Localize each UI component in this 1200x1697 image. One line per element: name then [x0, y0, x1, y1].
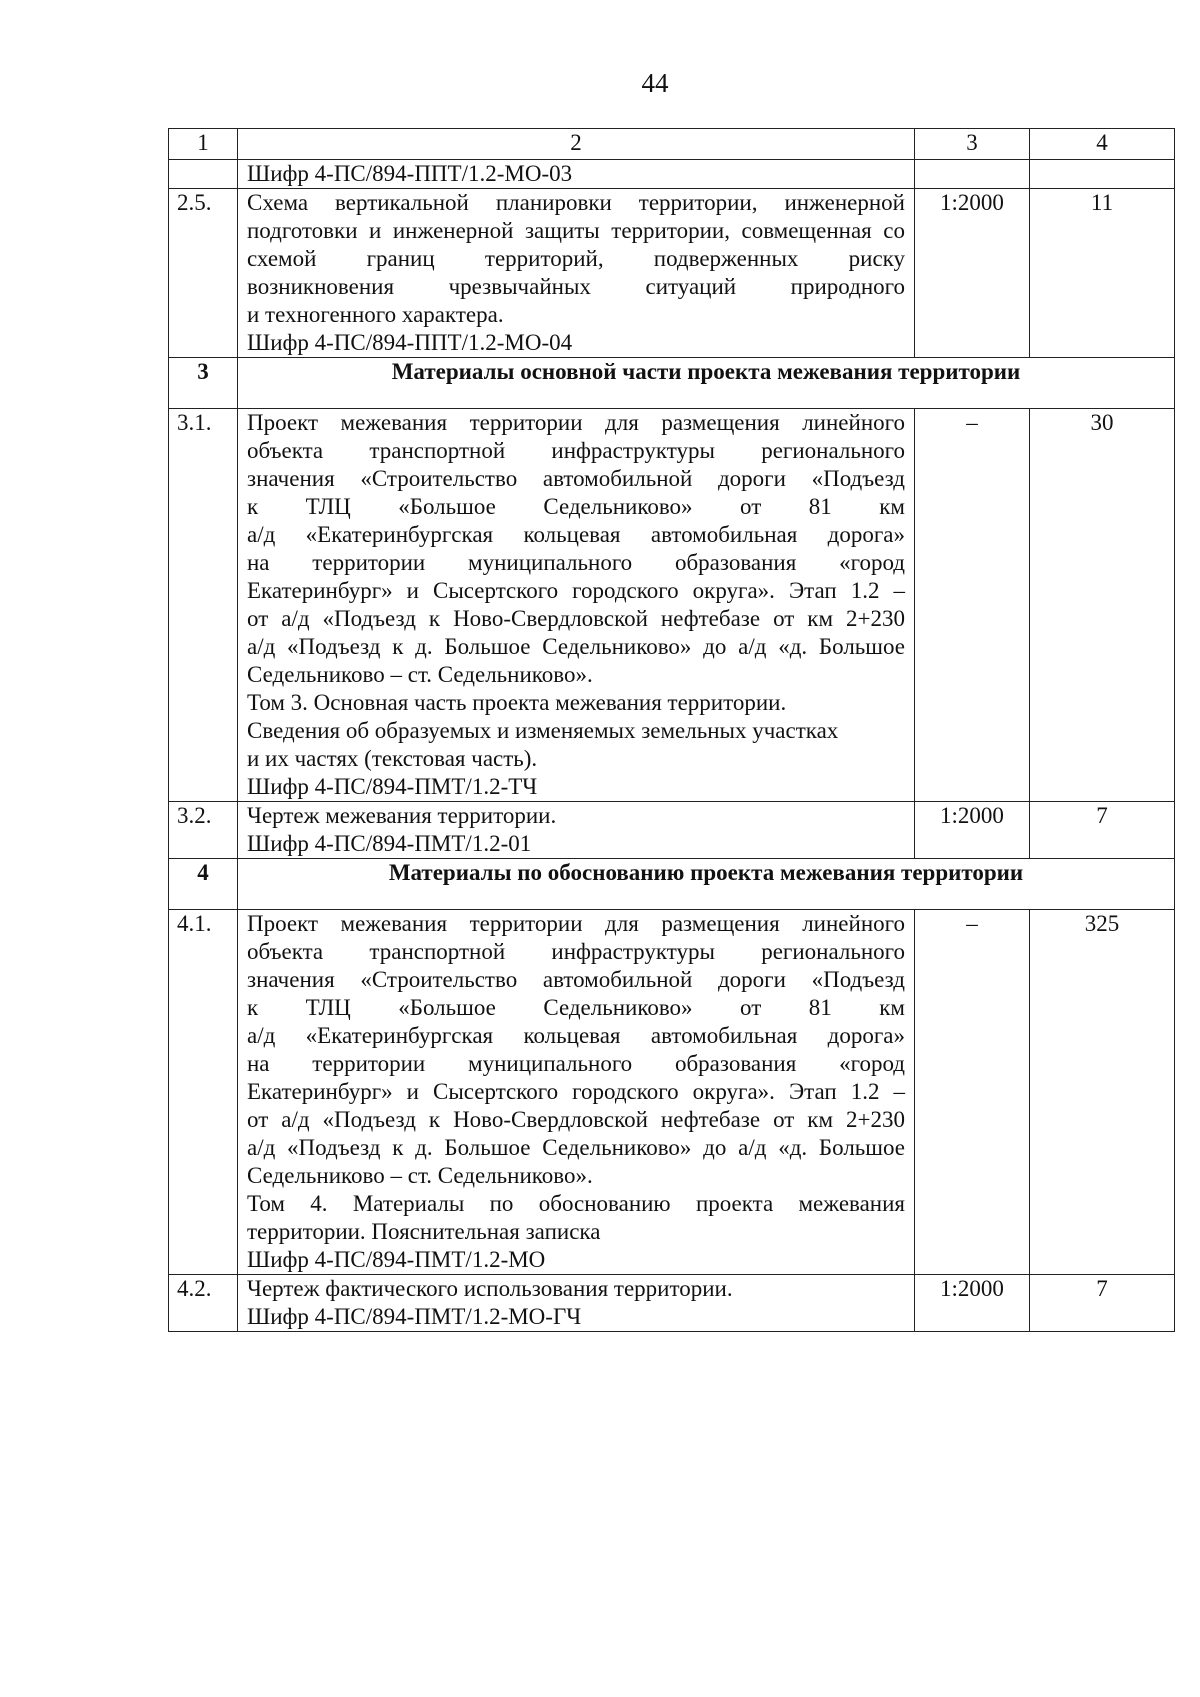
- scale-cell: –: [915, 910, 1030, 1275]
- description-line: на территории муниципального образования «город: [247, 1051, 905, 1076]
- scale-cell: –: [915, 409, 1030, 802]
- description-line: а/д «Екатеринбургская кольцевая автомобильная дорога»: [247, 1023, 905, 1048]
- row-number-cell: [169, 160, 238, 189]
- description-line: объекта транспортной инфраструктуры регионального: [247, 939, 905, 964]
- description-line: подготовки и инженерной защиты территории, совмещенная со: [247, 218, 905, 243]
- header-cell-4: 4: [1030, 129, 1175, 160]
- description-line: значения «Строительство автомобильной дороги «Подъезд: [247, 967, 905, 992]
- description-cell: [238, 910, 915, 1275]
- document-code: Шифр 4-ПС/894-ПМТ/1.2-ТЧ: [247, 774, 538, 799]
- description-line: и техногенного характера.: [247, 302, 504, 327]
- row-number-cell: 2.5.: [169, 189, 238, 358]
- row-number-cell: 3.1.: [169, 409, 238, 802]
- description-cell: [238, 409, 915, 802]
- description-line: Проект межевания территории для размещения линейного: [247, 410, 905, 435]
- document-table: [168, 128, 1175, 1332]
- section-title: Материалы основной части проекта межевания территории: [238, 358, 1175, 409]
- row-number-cell: 4.1.: [169, 910, 238, 1275]
- description-line: возникновения чрезвычайных ситуаций природного: [247, 274, 905, 299]
- description-line: на территории муниципального образования «город: [247, 550, 905, 575]
- description-line: к ТЛЦ «Большое Седельниково» от 81 км: [247, 995, 905, 1020]
- description-line: к ТЛЦ «Большое Седельниково» от 81 км: [247, 494, 905, 519]
- description-line: территории. Пояснительная записка: [247, 1219, 601, 1244]
- description-line: объекта транспортной инфраструктуры регионального: [247, 438, 905, 463]
- table-row: [169, 160, 1175, 189]
- description-line: и их частях (текстовая часть).: [247, 746, 538, 771]
- header-cell-2: 2: [238, 129, 915, 160]
- description-line: а/д «Екатеринбургская кольцевая автомобильная дорога»: [247, 522, 905, 547]
- description-line: а/д «Подъезд к д. Большое Седельниково» до а/д «д. Большое: [247, 1135, 905, 1160]
- scale-cell: 1:2000: [915, 1275, 1030, 1332]
- scale-cell: 1:2000: [915, 189, 1030, 358]
- page-number: 44: [641, 68, 669, 98]
- section-row: [169, 859, 1175, 910]
- section-row: [169, 358, 1175, 409]
- description-line: Чертеж межевания территории.: [247, 803, 557, 828]
- description-line: схемой границ территорий, подверженных риску: [247, 246, 905, 271]
- sheets-cell: 30: [1030, 409, 1175, 802]
- table-row: [169, 189, 1175, 358]
- table-row: [169, 802, 1175, 859]
- header-cell-1: 1: [169, 129, 238, 160]
- document-code: Шифр 4-ПС/894-ПМТ/1.2-01: [247, 831, 532, 856]
- sheets-cell: 7: [1030, 1275, 1175, 1332]
- section-number: 4: [169, 859, 238, 910]
- description-line: Екатеринбург» и Сысертского городского округа». Этап 1.2 –: [247, 1079, 905, 1104]
- description-line: от а/д «Подъезд к Ново-Свердловской нефтебазе от км 2+230: [247, 1107, 905, 1132]
- description-cell: [238, 189, 915, 358]
- table-row: [169, 1275, 1175, 1332]
- description-cell: [238, 1275, 915, 1332]
- header-cell-3: 3: [915, 129, 1030, 160]
- sheets-cell: 11: [1030, 189, 1175, 358]
- description-line: а/д «Подъезд к д. Большое Седельниково» до а/д «д. Большое: [247, 634, 905, 659]
- description-line: Екатеринбург» и Сысертского городского округа». Этап 1.2 –: [247, 578, 905, 603]
- description-line: Том 4. Материалы по обоснованию проекта межевания: [247, 1191, 905, 1216]
- document-code: Шифр 4-ПС/894-ПМТ/1.2-МО-ГЧ: [247, 1304, 582, 1329]
- table-header-row: [169, 129, 1175, 160]
- section-title: Материалы по обоснованию проекта межевания территории: [238, 859, 1175, 910]
- description-line: Седельниково – ст. Седельниково».: [247, 662, 593, 687]
- description-line: Схема вертикальной планировки территории, инженерной: [247, 190, 905, 215]
- description-line: Сведения об образуемых и изменяемых земельных участках: [247, 718, 839, 743]
- row-number-cell: 3.2.: [169, 802, 238, 859]
- description-line: Чертеж фактического использования территории.: [247, 1276, 733, 1301]
- scale-cell: [915, 160, 1030, 189]
- sheets-cell: [1030, 160, 1175, 189]
- row-number-cell: 4.2.: [169, 1275, 238, 1332]
- description-line: значения «Строительство автомобильной дороги «Подъезд: [247, 466, 905, 491]
- sheets-cell: 325: [1030, 910, 1175, 1275]
- description-line: Седельниково – ст. Седельниково».: [247, 1163, 593, 1188]
- description-cell: [238, 802, 915, 859]
- scale-cell: 1:2000: [915, 802, 1030, 859]
- description-line: от а/д «Подъезд к Ново-Свердловской нефтебазе от км 2+230: [247, 606, 905, 631]
- table-row: [169, 910, 1175, 1275]
- description-line: Том 3. Основная часть проекта межевания территории.: [247, 690, 787, 715]
- description-cell: [238, 160, 915, 189]
- sheets-cell: 7: [1030, 802, 1175, 859]
- document-code: Шифр 4-ПС/894-ПМТ/1.2-МО: [247, 1247, 546, 1272]
- section-number: 3: [169, 358, 238, 409]
- description-line: Проект межевания территории для размещения линейного: [247, 911, 905, 936]
- document-code: Шифр 4-ПС/894-ППТ/1.2-МО-04: [247, 330, 573, 355]
- document-code: Шифр 4-ПС/894-ППТ/1.2-МО-03: [247, 161, 573, 186]
- table-row: [169, 409, 1175, 802]
